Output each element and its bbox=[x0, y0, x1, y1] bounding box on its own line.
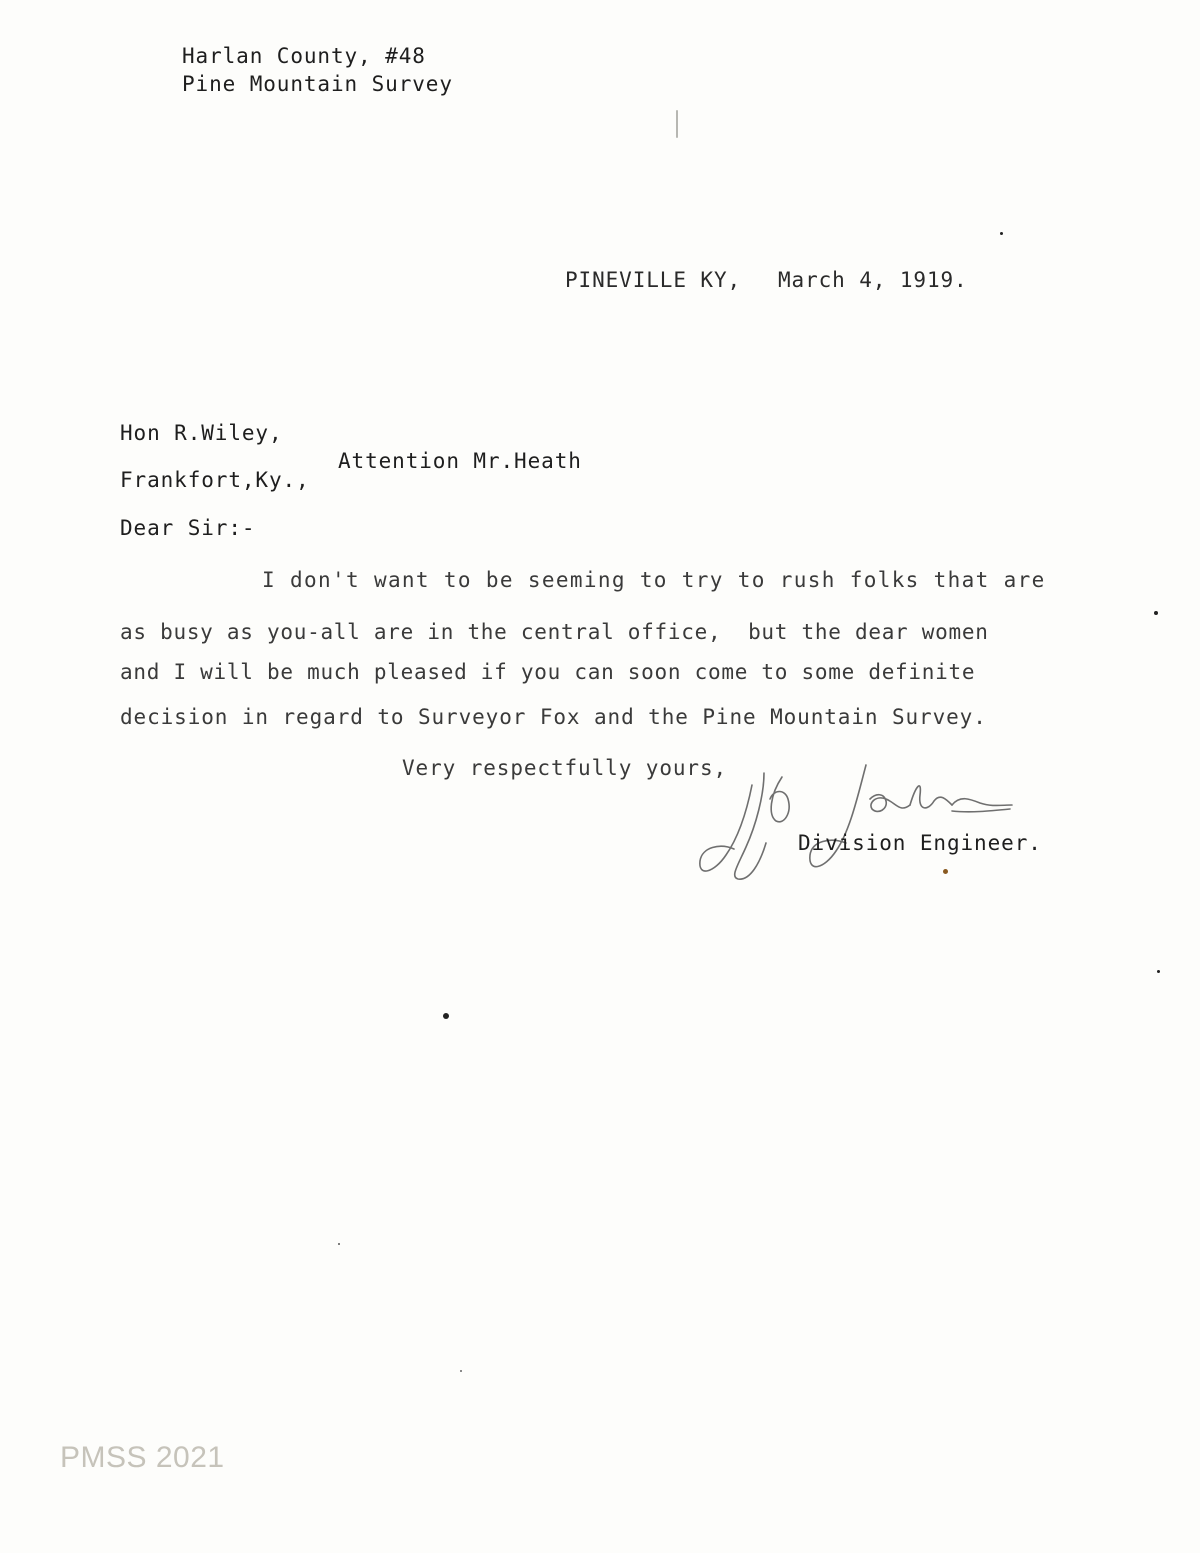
dateline-place: PINEVILLE KY, bbox=[565, 268, 742, 292]
complimentary-close: Very respectfully yours, bbox=[402, 756, 728, 780]
paper-speck bbox=[943, 869, 948, 874]
signer-title: Division Engineer. bbox=[798, 831, 1042, 855]
paper-speck bbox=[1157, 970, 1160, 973]
attention-line: Attention Mr.Heath bbox=[338, 449, 582, 473]
addressee-city: Frankfort,Ky., bbox=[120, 468, 310, 492]
body-line-2: as busy as you-all are in the central office, but the dear women bbox=[120, 620, 989, 644]
paper-speck bbox=[443, 1013, 449, 1019]
paper-mark bbox=[676, 110, 678, 138]
paper-speck bbox=[338, 1243, 340, 1245]
addressee-name: Hon R.Wiley, bbox=[120, 421, 283, 445]
dateline-date: March 4, 1919. bbox=[778, 268, 968, 292]
body-line-3: and I will be much pleased if you can soon come to some definite bbox=[120, 660, 976, 684]
archive-watermark: PMSS 2021 bbox=[60, 1441, 225, 1474]
survey-name: Pine Mountain Survey bbox=[182, 72, 453, 96]
salutation: Dear Sir:- bbox=[120, 516, 256, 540]
body-line-1: I don't want to be seeming to try to rush folks that are bbox=[262, 568, 1046, 592]
file-reference: Harlan County, #48 bbox=[182, 44, 426, 68]
signature-image bbox=[690, 755, 1020, 890]
body-line-4: decision in regard to Surveyor Fox and the Pine Mountain Survey. bbox=[120, 705, 987, 729]
paper-speck bbox=[1154, 611, 1158, 615]
paper-speck bbox=[1000, 232, 1003, 235]
paper-speck bbox=[460, 1370, 462, 1372]
